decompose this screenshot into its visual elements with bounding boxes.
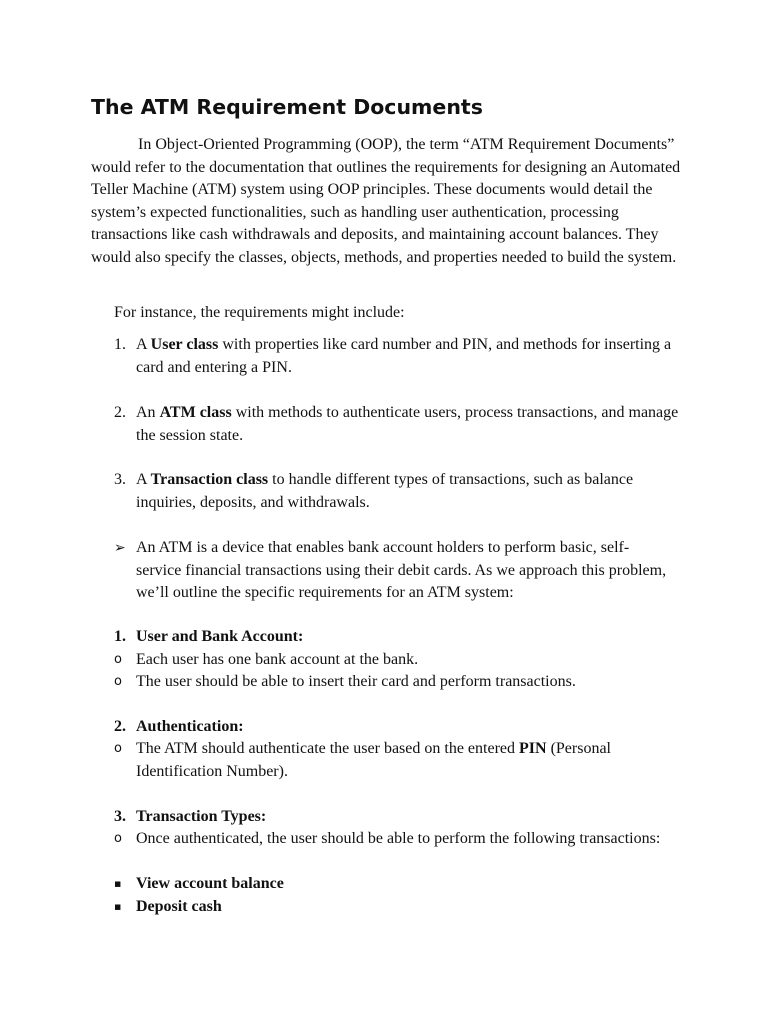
circle-bullet-icon: o bbox=[114, 831, 122, 846]
section-heading bbox=[114, 716, 244, 739]
section-title: Authentication: bbox=[136, 718, 244, 735]
list-text bbox=[136, 402, 684, 447]
list-item bbox=[114, 469, 684, 514]
list-text-post: with properties like card number and PIN, and methods for inserting a card and entering a PIN. bbox=[136, 336, 672, 376]
list-text-post: to handle different types of transactions, such as balance inquiries, deposits, and withdrawals. bbox=[136, 471, 634, 511]
intro-paragraph: In Object-Oriented Programming (OOP), the term “ATM Requirement Documents” would refer to the documentation that outlines the requirements for designing an Automated Teller Machine (ATM) system using OOP principles. These documents would detail the system’s expected functionalities, such as handling user authentication, processing transactions like cash withdrawals and deposits, and maintaining account balances. They would also specify the classes, objects, methods, and properties needed to build the system. bbox=[91, 136, 681, 266]
bullet-text: The user should be able to insert their card and perform transactions. bbox=[136, 673, 576, 690]
list-item bbox=[114, 828, 674, 851]
list-text-pre: A bbox=[136, 471, 151, 488]
arrow-bullet-item bbox=[114, 537, 674, 605]
circle-bullet-icon: o bbox=[114, 741, 122, 756]
list-number: 1. bbox=[114, 336, 126, 353]
list-text-bold: ATM class bbox=[159, 404, 232, 421]
page-title: The ATM Requirement Documents bbox=[91, 95, 483, 119]
list-item bbox=[114, 873, 284, 896]
list-text bbox=[136, 334, 684, 379]
sub-item-text: View account balance bbox=[136, 875, 284, 892]
list-item bbox=[114, 649, 674, 672]
list-text-pre: An bbox=[136, 404, 160, 421]
list-item bbox=[114, 738, 674, 783]
list-text-bold: User class bbox=[150, 336, 219, 353]
bullet-text bbox=[136, 738, 674, 783]
list-text-bold: Transaction class bbox=[150, 471, 269, 488]
list-item bbox=[114, 896, 222, 919]
section-number: 1. bbox=[114, 628, 126, 645]
section-title: Transaction Types: bbox=[136, 808, 267, 825]
list-text bbox=[136, 469, 684, 514]
list-item bbox=[114, 402, 684, 447]
square-bullet-icon: ▪ bbox=[114, 877, 122, 890]
bullet-text-bold: PIN bbox=[519, 740, 547, 757]
list-number: 2. bbox=[114, 404, 126, 421]
bullet-text: Once authenticated, the user should be able to perform the following transactions: bbox=[136, 830, 661, 847]
section-number: 2. bbox=[114, 718, 126, 735]
list-item bbox=[114, 671, 674, 694]
bullet-text-pre: The ATM should authenticate the user based on the entered bbox=[136, 740, 519, 757]
circle-bullet-icon: o bbox=[114, 674, 122, 689]
sub-item-text: Deposit cash bbox=[136, 898, 222, 915]
section-title: User and Bank Account: bbox=[136, 628, 304, 645]
list-text-pre: A bbox=[136, 336, 151, 353]
list-number: 3. bbox=[114, 471, 126, 488]
list-text-post: with methods to authenticate users, process transactions, and manage the session state. bbox=[136, 404, 679, 444]
circle-bullet-icon: o bbox=[114, 652, 122, 667]
bullet-text-post: (Personal Identification Number). bbox=[136, 740, 611, 780]
bullet-text: Each user has one bank account at the bank. bbox=[136, 651, 419, 668]
list-item bbox=[114, 334, 684, 379]
section-number: 3. bbox=[114, 808, 126, 825]
arrow-icon: ➢ bbox=[114, 540, 126, 556]
section-heading bbox=[114, 806, 266, 829]
square-bullet-icon: ▪ bbox=[114, 900, 122, 913]
arrow-bullet-text: An ATM is a device that enables bank account holders to perform basic, self-service financial transactions using their debit cards. As we approach this problem, we’ll outline the specific requirements for an ATM system: bbox=[136, 539, 667, 601]
section-heading bbox=[114, 626, 303, 649]
lead-sentence: For instance, the requirements might include: bbox=[114, 304, 405, 321]
